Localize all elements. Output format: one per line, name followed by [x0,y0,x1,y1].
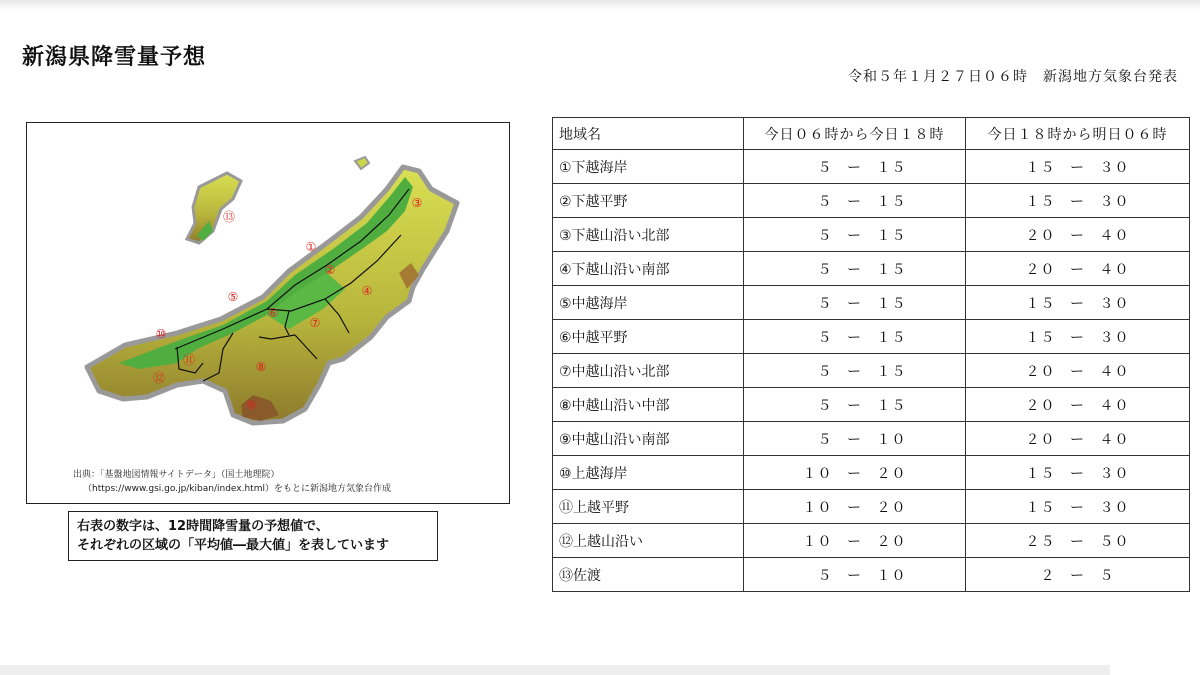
region-marker-11: ⑪ [182,353,196,367]
day-range-cell [744,456,966,490]
night-range-cell [966,218,1190,252]
top-shade [0,0,1200,10]
night-maximum-value: ５０ [1099,533,1130,550]
range-dash: ー [1070,499,1085,516]
night-average-value: ２０ [1025,227,1056,244]
range-dash: ー [1070,533,1085,550]
night-average-value: ２０ [1025,397,1056,414]
day-maximum-value: １５ [876,329,907,346]
range-dash: ー [847,499,862,516]
region-marker-5: ⑤ [227,290,239,304]
day-maximum-value: １５ [876,261,907,278]
area-name-cell: ②下越平野 [553,184,744,218]
table-row [553,524,1190,558]
day-range-cell [744,490,966,524]
night-maximum-value: ４０ [1099,431,1130,448]
day-average-value: ５ [817,295,833,312]
region-marker-13: ⑬ [222,210,236,224]
night-average-value: ２ [1040,567,1056,584]
day-range-cell [744,524,966,558]
range-dash: ー [847,431,862,448]
day-maximum-value: １５ [876,193,907,210]
region-marker-8: ⑧ [255,360,267,374]
map-source-credit [73,468,391,496]
night-maximum-value: ３０ [1099,329,1130,346]
bottom-shade [0,665,1110,675]
region-marker-2: ② [324,263,336,277]
day-average-value: ５ [817,261,833,278]
area-name-cell: ⑫上越山沿い [553,524,744,558]
header-area: 地域名 [553,118,744,150]
range-dash: ー [1070,261,1085,278]
day-average-value: ５ [817,227,833,244]
region-marker-1: ① [305,240,317,254]
range-dash: ー [847,227,862,244]
day-average-value: ５ [817,193,833,210]
snowfall-table [552,117,1190,592]
night-range-cell [966,456,1190,490]
range-dash: ー [847,159,862,176]
night-average-value: ２０ [1025,261,1056,278]
awashima-island [355,157,369,169]
table-body [553,150,1190,592]
table-header-row [553,118,1190,150]
range-dash: ー [847,465,862,482]
area-name-cell: ⑩上越海岸 [553,456,744,490]
area-name-cell: ④下越山沿い南部 [553,252,744,286]
day-average-value: ５ [817,363,833,380]
day-range-cell [744,388,966,422]
table-row [553,490,1190,524]
range-dash: ー [847,261,862,278]
day-average-value: １０ [802,499,833,516]
day-maximum-value: １５ [876,397,907,414]
source-line-1: 出典：「基盤地図情報サイトデータ」（国土地理院） [73,470,280,480]
table-row [553,320,1190,354]
range-dash: ー [1070,363,1085,380]
page-title: 新潟県降雪量予想 [22,45,207,70]
night-maximum-value: ３０ [1099,159,1130,176]
night-maximum-value: ３０ [1099,295,1130,312]
area-name-cell: ③下越山沿い北部 [553,218,744,252]
night-average-value: １５ [1025,465,1056,482]
night-average-value: ２０ [1025,431,1056,448]
range-dash: ー [1070,329,1085,346]
day-average-value: １０ [802,533,833,550]
day-range-cell [744,252,966,286]
day-maximum-value: ２０ [876,465,907,482]
night-maximum-value: ４０ [1099,261,1130,278]
day-range-cell [744,558,966,592]
night-maximum-value: ３０ [1099,193,1130,210]
day-range-cell [744,320,966,354]
day-maximum-value: １５ [876,295,907,312]
area-name-cell: ⑦中越山沿い北部 [553,354,744,388]
sado-island [187,173,241,243]
range-dash: ー [1070,295,1085,312]
day-range-cell [744,150,966,184]
night-range-cell [966,286,1190,320]
day-maximum-value: １０ [876,431,907,448]
day-range-cell [744,354,966,388]
night-range-cell [966,524,1190,558]
range-dash: ー [847,363,862,380]
day-range-cell [744,422,966,456]
table-row [553,184,1190,218]
range-dash: ー [847,193,862,210]
night-average-value: １５ [1025,329,1056,346]
region-marker-12: ⑫ [152,371,166,385]
night-range-cell [966,388,1190,422]
night-average-value: ２５ [1025,533,1056,550]
day-average-value: １０ [802,465,833,482]
day-maximum-value: １５ [876,159,907,176]
range-dash: ー [1070,431,1085,448]
table-row [553,388,1190,422]
area-name-cell: ⑪上越平野 [553,490,744,524]
night-maximum-value: ４０ [1099,227,1130,244]
range-dash: ー [1070,397,1085,414]
range-dash: ー [847,397,862,414]
day-average-value: ５ [817,159,833,176]
night-range-cell [966,150,1190,184]
header-day: 今日０６時から今日１８時 [744,118,966,150]
night-maximum-value: ３０ [1099,499,1130,516]
day-maximum-value: １５ [876,363,907,380]
area-name-cell: ①下越海岸 [553,150,744,184]
night-range-cell [966,184,1190,218]
area-name-cell: ⑧中越山沿い中部 [553,388,744,422]
night-average-value: ２０ [1025,363,1056,380]
night-range-cell [966,320,1190,354]
region-marker-10: ⑩ [155,327,167,341]
niigata-map-svg [27,123,510,504]
table-row [553,354,1190,388]
table-row [553,422,1190,456]
forecast-map [26,122,510,504]
table-row [553,456,1190,490]
area-name-cell: ⑤中越海岸 [553,286,744,320]
source-line-2: （https://www.gsi.go.jp/kiban/index.html）をもとに新潟地方気象台作成 [83,484,391,494]
range-dash: ー [1070,193,1085,210]
night-maximum-value: ４０ [1099,363,1130,380]
region-marker-9: ⑨ [245,398,257,412]
table-row [553,218,1190,252]
region-marker-4: ④ [361,284,373,298]
note-line-2: それぞれの区域の「平均値―最大値」を表しています [77,538,390,553]
night-range-cell [966,354,1190,388]
explanation-note [68,511,438,561]
range-dash: ー [1070,465,1085,482]
night-range-cell [966,422,1190,456]
day-average-value: ５ [817,397,833,414]
header-night: 今日１８時から明日０６時 [966,118,1190,150]
range-dash: ー [847,329,862,346]
day-average-value: ５ [817,329,833,346]
night-average-value: １５ [1025,159,1056,176]
area-name-cell: ⑬佐渡 [553,558,744,592]
day-average-value: ５ [817,567,833,584]
night-range-cell [966,558,1190,592]
range-dash: ー [1070,159,1085,176]
range-dash: ー [847,295,862,312]
night-maximum-value: ５ [1099,567,1115,584]
night-range-cell [966,252,1190,286]
day-average-value: ５ [817,431,833,448]
night-average-value: １５ [1025,193,1056,210]
range-dash: ー [847,567,862,584]
night-maximum-value: ３０ [1099,465,1130,482]
day-range-cell [744,218,966,252]
issued-info: 令和５年１月２７日０６時 新潟地方気象台発表 [848,69,1178,85]
table-row [553,150,1190,184]
night-range-cell [966,490,1190,524]
day-maximum-value: １５ [876,227,907,244]
night-average-value: １５ [1025,499,1056,516]
day-range-cell [744,184,966,218]
area-name-cell: ⑨中越山沿い南部 [553,422,744,456]
range-dash: ー [1070,567,1085,584]
region-marker-3: ③ [411,196,423,210]
day-maximum-value: １０ [876,567,907,584]
night-average-value: １５ [1025,295,1056,312]
region-marker-6: ⑥ [267,306,279,320]
table-row [553,558,1190,592]
range-dash: ー [1070,227,1085,244]
range-dash: ー [847,533,862,550]
day-range-cell [744,286,966,320]
table-row [553,286,1190,320]
note-line-1: 右表の数字は、12時間降雪量の予想値で、 [77,519,329,534]
day-maximum-value: ２０ [876,499,907,516]
day-maximum-value: ２０ [876,533,907,550]
table-row [553,252,1190,286]
region-marker-7: ⑦ [309,316,321,330]
area-name-cell: ⑥中越平野 [553,320,744,354]
night-maximum-value: ４０ [1099,397,1130,414]
